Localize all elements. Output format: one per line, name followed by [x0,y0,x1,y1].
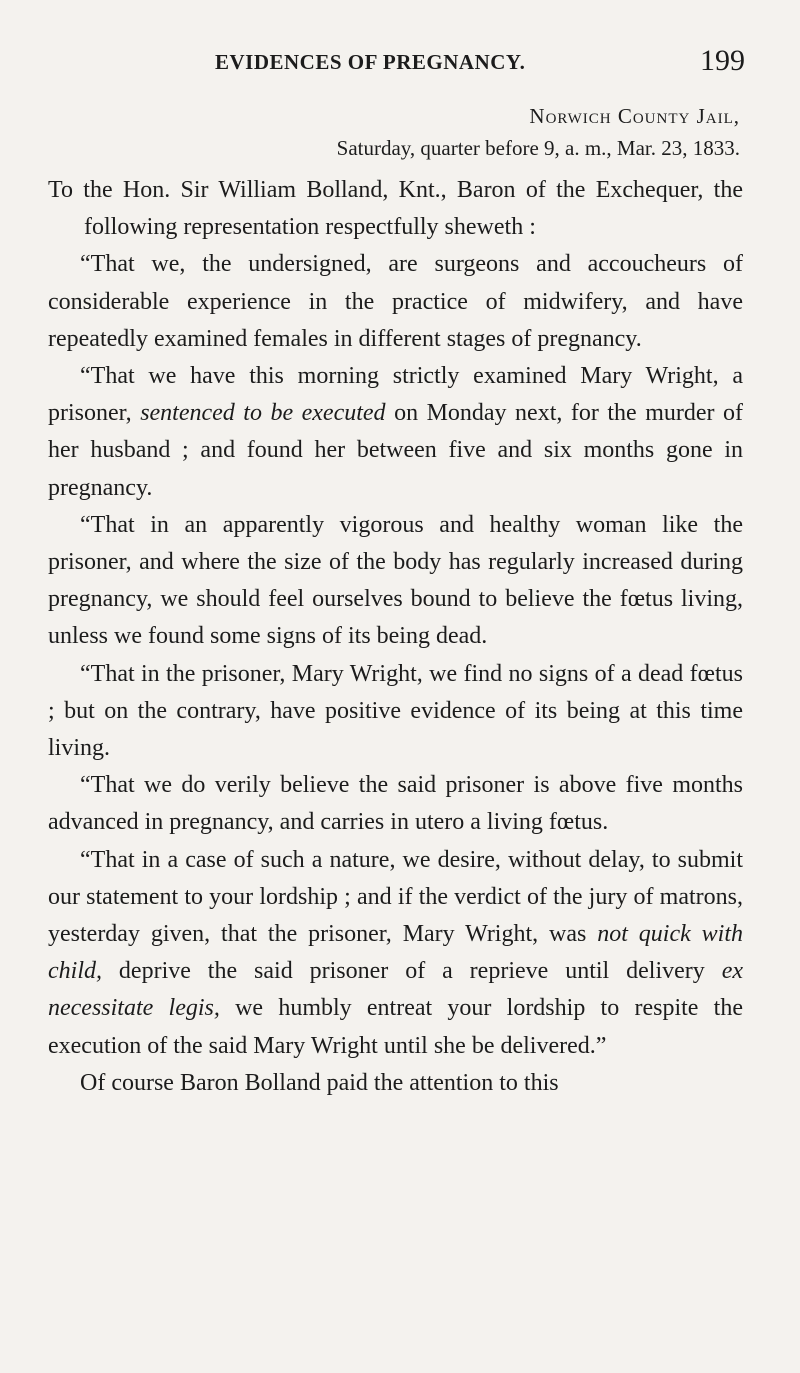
paragraph-entreat [48,842,743,1065]
paragraph-baron: Of course Baron Bolland paid the attention to this [80,1069,559,1096]
salutation-paragraph: To the Hon. Sir William Bolland, Knt., Baron of the Exchequer, the following representation respectfully sheweth : [48,177,743,241]
paragraph-examined [48,358,743,507]
dateline-place: Norwich County Jail, [529,104,740,128]
body-text [48,172,743,1102]
running-head: EVIDENCES OF PREGNANCY. [215,50,526,74]
dateline [337,100,740,164]
page-number: 199 [700,44,745,77]
text-run: deprive the said prisoner of a reprieve until delivery [102,958,722,985]
paragraph-vigorous: “That in an apparently vigorous and healthy woman like the prisoner, and where the size of the body has regularly increased during pregnancy, we should feel ourselves bound to believe the fœtus living, unless we found some signs of its being dead. [48,511,743,650]
page-header [215,44,745,80]
paragraph-verily: “That we do verily believe the said prisoner is above five months advanced in pregnancy, and carries in utero a living fœtus. [48,772,743,836]
text-run: “That we have this morning strictly examined Mary Wright, a prisoner, [48,363,743,427]
text-run: on Monday next, for the murder of her husband ; and found her between five and six months gone in pregnancy. [48,400,743,501]
text-run: “That in a case of such a nature, we desire, without delay, to submit our statement to your lordship ; and if the verdict of the jury of matrons, yesterday given, that the prisoner, Mary Wright, was [48,846,743,948]
text-run: we humbly entreat your lordship to respite the execution of the said Mary Wright until she be delivered.” [48,995,743,1059]
paragraph-surgeons: “That we, the undersigned, are surgeons and accoucheurs of considerable experience in the practice of midwifery, and have repeatedly examined females in different stages of pregnancy. [48,251,743,352]
paragraph-no-signs: “That in the prisoner, Mary Wright, we find no signs of a dead fœtus ; but on the contrary, have positive evidence of its being at this time living. [48,660,743,762]
italic-run: not quick with child, [48,921,744,985]
italic-run: sentenced to be executed [140,400,386,427]
dateline-date: Saturday, quarter before 9, a. m., Mar. 23, 1833. [336,136,740,160]
italic-run: ex necessitate legis, [48,958,743,1022]
